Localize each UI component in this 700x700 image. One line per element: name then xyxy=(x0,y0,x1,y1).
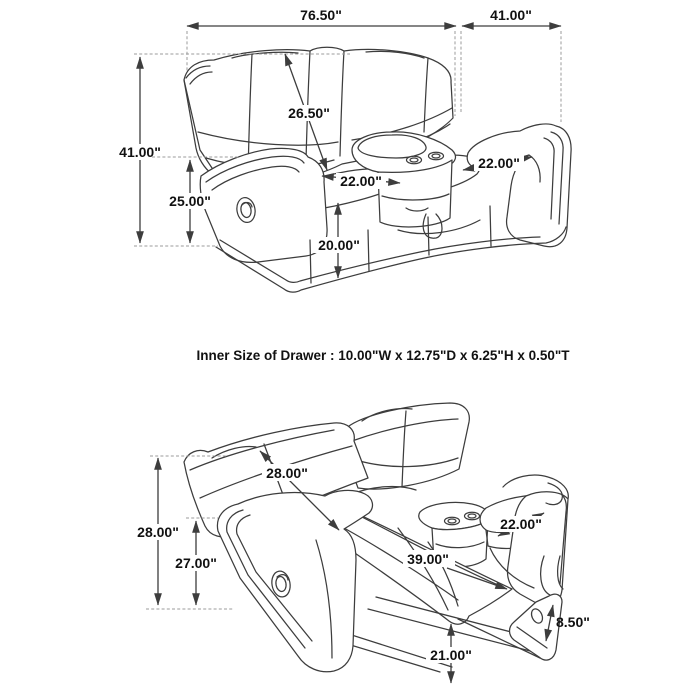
dim-upright-overall-depth xyxy=(461,7,561,122)
cupholder xyxy=(465,512,480,520)
right-arm xyxy=(508,492,569,606)
dim-upright-left-seat-width-label: 22.00" xyxy=(340,173,382,189)
cupholder xyxy=(429,152,444,160)
dim-footrest-floor-clearance xyxy=(426,624,476,683)
dim-footrest-panel-length-label: 8.50" xyxy=(556,614,590,630)
dim-reclined-backrest-length-label: 28.00" xyxy=(266,465,308,481)
dim-upright-arm-height-label: 25.00" xyxy=(169,193,211,209)
dim-footrest-floor-clearance-label: 21.00" xyxy=(430,647,472,663)
dim-reclined-overall-height-label: 28.00" xyxy=(137,524,179,540)
dim-upright-right-seat-width-label: 22.00" xyxy=(478,155,520,171)
right-arm xyxy=(467,124,571,247)
dim-reclined-seat-width-label: 22.00" xyxy=(500,516,542,532)
dim-upright-seat-back-height-label: 26.50" xyxy=(288,105,330,121)
dim-upright-overall-depth-label: 41.00" xyxy=(490,7,532,23)
left-arm xyxy=(217,490,372,671)
dim-reclined-extended-length-label: 39.00" xyxy=(407,551,449,567)
dim-upright-seat-front-height-label: 20.00" xyxy=(318,237,360,253)
drawer-note: Inner Size of Drawer : 10.00"W x 12.75"D x 6.25"H x 0.50"T xyxy=(196,348,570,363)
cupholder xyxy=(407,156,422,164)
dim-upright-overall-height-label: 41.00" xyxy=(119,144,161,160)
left-arm xyxy=(200,148,327,262)
dim-upright-overall-width-label: 76.50" xyxy=(300,7,342,23)
reclined-view-drawing xyxy=(184,403,568,672)
dim-reclined-arm-height-label: 27.00" xyxy=(175,555,217,571)
cupholder xyxy=(445,517,460,525)
